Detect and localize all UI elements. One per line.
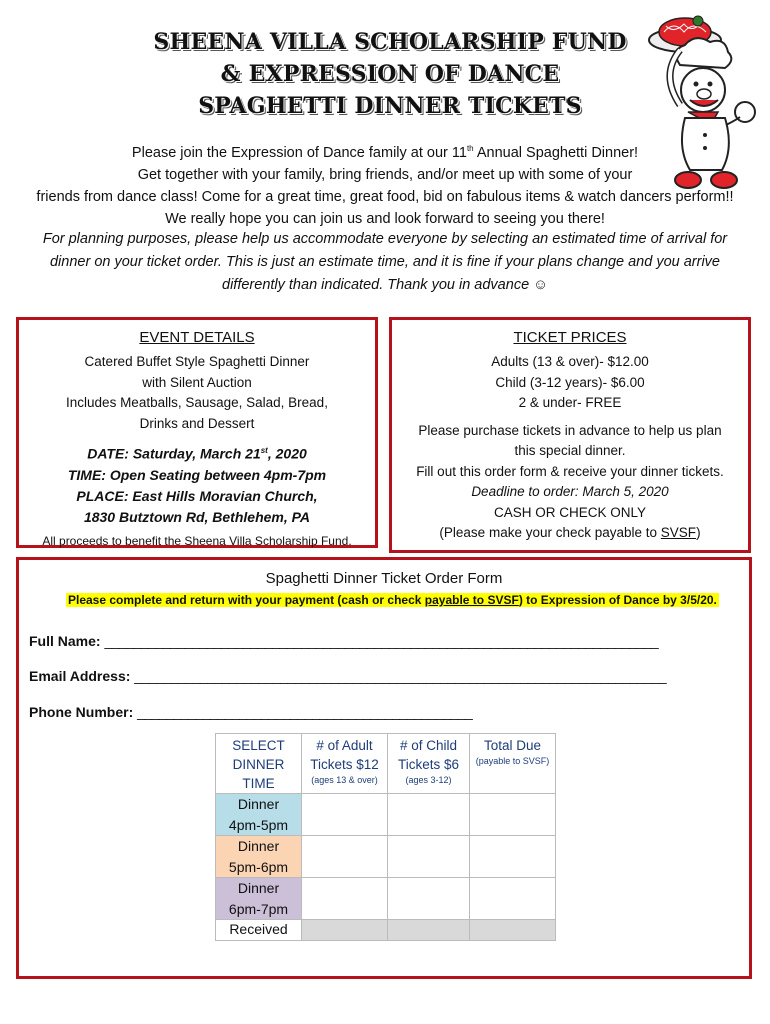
- title-line-2: & EXPRESSION OF DANCE: [220, 61, 560, 87]
- col-total-due: Total Due (payable to SVSF): [470, 734, 556, 794]
- dinner-5-6-option[interactable]: Dinner 5pm-6pm: [216, 836, 302, 878]
- page-title: [100, 26, 680, 122]
- order-form-instructions: Please complete and return with your payment (cash or check payable to SVSF) to Expression of Dance by 3/5/20.: [68, 593, 717, 607]
- phone-field[interactable]: Phone Number: ______________________________________________: [29, 704, 473, 720]
- ticket-prices-box: TICKET PRICES Adults (13 & over)- $12.00 Child (3-12 years)- $6.00 2 & under- FREE Please purchase tickets in advance to help us plan this special dinner. Fill out this order form & receive your dinner tickets. Deadline to order: March 5, 2020 CASH OR CHECK ONLY (Please make your check payable to SVSF): [389, 317, 751, 553]
- col-select-time: SELECT DINNER TIME: [216, 734, 302, 794]
- planning-note: For planning purposes, please help us accommodate everyone by selecting an estimated time of arrival for dinner on your ticket order. This is just an estimate time, and it is fine if your plans change and you arrive differently than indicated. Thank you in advance ☺: [42, 231, 728, 293]
- dinner-4-5-option[interactable]: Dinner 4pm-5pm: [216, 794, 302, 836]
- event-date: DATE: Saturday, March 21st, 2020: [87, 445, 307, 462]
- event-time: TIME: Open Seating between 4pm-7pm: [67, 466, 327, 483]
- received-cell: [470, 920, 556, 941]
- deadline: Deadline to order: March 5, 2020: [471, 484, 669, 499]
- received-cell: [388, 920, 470, 941]
- adult-qty-cell[interactable]: [302, 794, 388, 836]
- event-details-heading: EVENT DETAILS: [139, 329, 255, 346]
- dinner-6-7-option[interactable]: Dinner 6pm-7pm: [216, 878, 302, 920]
- received-label: Received: [216, 920, 302, 941]
- order-form-box: [16, 557, 752, 979]
- col-child-tickets: # of Child Tickets $6 (ages 3-12): [388, 734, 470, 794]
- col-adult-tickets: # of Adult Tickets $12 (ages 13 & over): [302, 734, 388, 794]
- intro-line-1: Please join the Expression of Dance family at our 11th Annual Spaghetti Dinner!: [131, 144, 639, 161]
- intro-line-3: friends from dance class! Come for a great time, great food, bid on fabulous items & watch dancers perform!!: [36, 188, 734, 205]
- table-row: [216, 920, 556, 941]
- table-row: [216, 878, 556, 920]
- total-cell[interactable]: [470, 794, 556, 836]
- title-line-1: SHEENA VILLA SCHOLARSHIP FUND: [153, 29, 627, 55]
- proceeds-note: All proceeds to benefit the Sheena Villa Scholarship Fund.: [42, 533, 352, 548]
- adult-qty-cell[interactable]: [302, 878, 388, 920]
- event-details-box: EVENT DETAILS Catered Buffet Style Spaghetti Dinner with Silent Auction Includes Meatballs, Sausage, Salad, Bread, Drinks and Dessert DATE: Saturday, March 21st, 2020 TIME: Open Seating between 4pm-7pm PLACE: East Hills Moravian Church, 1830 Butztown Rd, Bethlehem, PA All proceeds to benefit the Sheena Villa Scholarship Fund.: [16, 317, 378, 548]
- intro-text: [6, 138, 764, 230]
- cash-only: CASH OR CHECK ONLY: [493, 504, 647, 520]
- child-qty-cell[interactable]: [388, 836, 470, 878]
- order-form-title: Spaghetti Dinner Ticket Order Form: [265, 570, 503, 587]
- total-cell[interactable]: [470, 878, 556, 920]
- ticket-prices-heading: TICKET PRICES: [513, 329, 627, 346]
- title-line-3: SPAGHETTI DINNER TICKETS: [198, 93, 582, 119]
- child-qty-cell[interactable]: [388, 794, 470, 836]
- event-address: 1830 Butztown Rd, Bethlehem, PA: [83, 508, 311, 525]
- payable-note: (Please make your check payable to SVSF): [439, 525, 701, 540]
- received-cell: [302, 920, 388, 941]
- intro-line-4: We really hope you can join us and look forward to seeing you there!: [165, 210, 605, 227]
- full-name-field[interactable]: Full Name: ____________________________________________________________________________: [29, 633, 659, 649]
- email-field[interactable]: Email Address: _________________________________________________________________________: [29, 668, 667, 684]
- order-table: [215, 733, 556, 941]
- adult-qty-cell[interactable]: [302, 836, 388, 878]
- total-cell[interactable]: [470, 836, 556, 878]
- intro-line-2: Get together with your family, bring friends, and/or meet up with some of your: [137, 166, 633, 183]
- table-row: [216, 836, 556, 878]
- child-qty-cell[interactable]: [388, 878, 470, 920]
- table-row: [216, 794, 556, 836]
- event-place: PLACE: East Hills Moravian Church,: [76, 487, 318, 504]
